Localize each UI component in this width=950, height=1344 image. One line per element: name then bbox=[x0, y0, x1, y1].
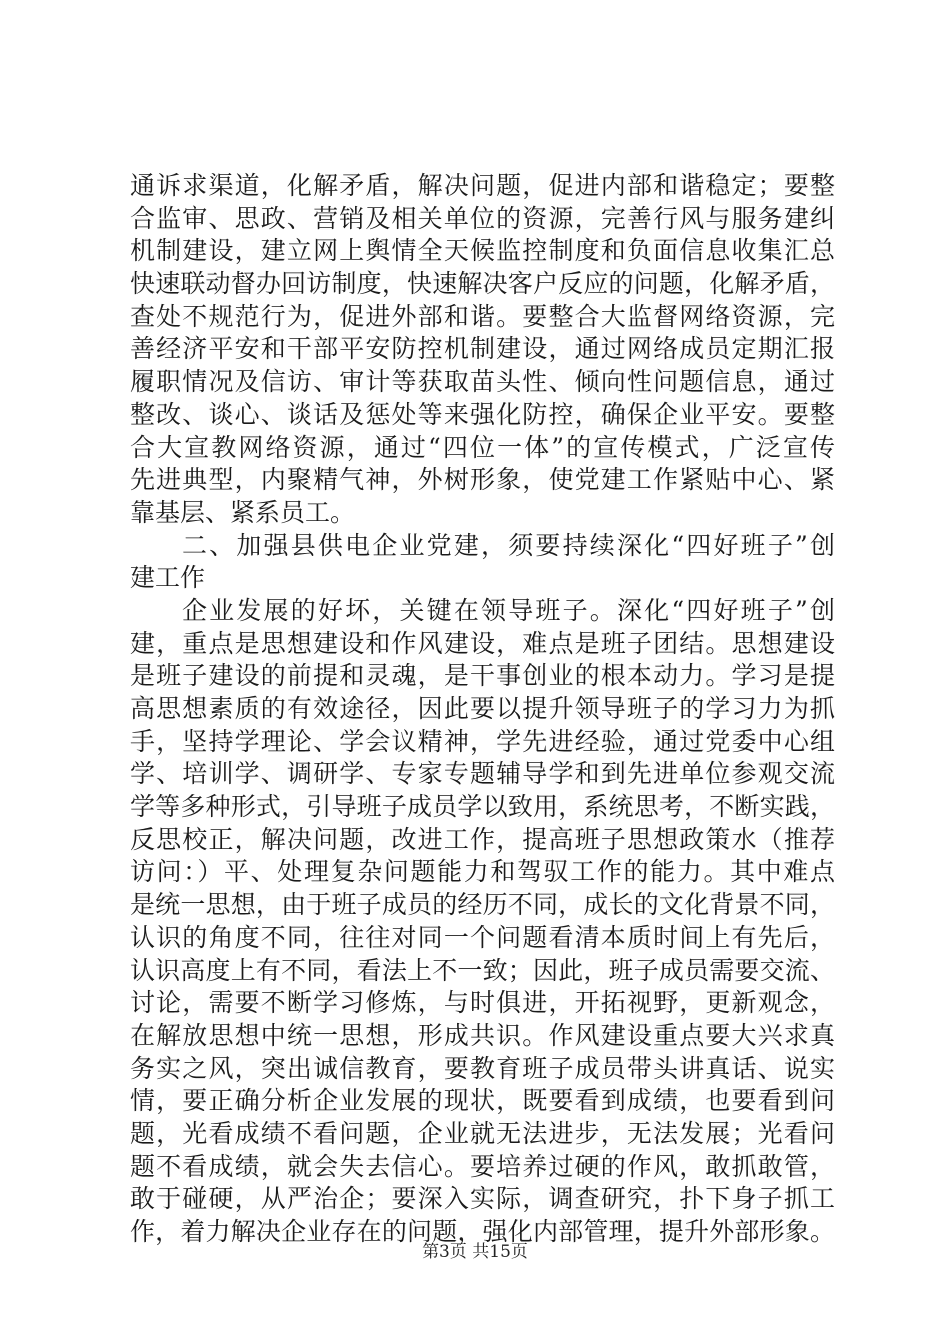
text-line: 先进典型，内聚精气神，外树形象，使党建工作紧贴中心、紧 bbox=[130, 465, 835, 495]
text-line: 建，重点是思想建设和作风建设，难点是班子团结。思想建设 bbox=[130, 628, 835, 658]
heading-line: 建工作 bbox=[130, 563, 206, 593]
text-line: 学等多种形式，引导班子成员学以致用，系统思考，不断实践， bbox=[130, 792, 835, 822]
page-number-footer: 第3页 共15页 bbox=[422, 1242, 528, 1262]
text-line: 是班子建设的前提和灵魂，是干事创业的根本动力。学习是提 bbox=[130, 661, 835, 691]
text-line: 学、培训学、调研学、专家专题辅导学和到先进单位参观交流 bbox=[130, 759, 835, 789]
text-line: 认识高度上有不同，看法上不一致；因此，班子成员需要交流、 bbox=[130, 955, 835, 985]
document-body bbox=[130, 170, 835, 1249]
text-line: 履职情况及信访、审计等获取苗头性、倾向性问题信息，通过 bbox=[130, 367, 835, 397]
text-line: 靠基层、紧系员工。 bbox=[130, 497, 356, 527]
text-line: 查处不规范行为，促进外部和谐。要整合大监督网络资源，完 bbox=[130, 301, 835, 331]
text-line: 敢于碰硬，从严治企；要深入实际，调查研究，扑下身子抓工 bbox=[130, 1184, 835, 1214]
text-line: 是统一思想，由于班子成员的经历不同，成长的文化背景不同， bbox=[130, 890, 835, 920]
text-line: 讨论，需要不断学习修炼，与时俱进，开拓视野，更新观念， bbox=[130, 988, 835, 1018]
text-line: 机制建设，建立网上舆情全天候监控制度和负面信息收集汇总 bbox=[130, 236, 835, 266]
text-line: 在解放思想中统一思想，形成共识。作风建设重点要大兴求真 bbox=[130, 1020, 835, 1050]
text-line: 访问：）平、处理复杂问题能力和驾驭工作的能力。其中难点 bbox=[130, 857, 835, 887]
paragraph-1 bbox=[130, 170, 835, 530]
text-line: 认识的角度不同，往往对同一个问题看清本质时间上有先后， bbox=[130, 922, 835, 952]
text-line: 题，光看成绩不看问题，企业就无法进步，无法发展；光看问 bbox=[130, 1118, 835, 1148]
text-line: 情，要正确分析企业发展的现状，既要看到成绩，也要看到问 bbox=[130, 1086, 835, 1116]
text-line: 善经济平安和干部平安防控机制建设，通过网络成员定期汇报 bbox=[130, 334, 835, 364]
section-heading-2 bbox=[130, 530, 835, 595]
text-line: 企业发展的好坏，关键在领导班子。深化“四好班子”创 bbox=[182, 595, 835, 625]
paragraph-3 bbox=[130, 595, 835, 1249]
text-line: 合监审、思政、营销及相关单位的资源，完善行风与服务建纠 bbox=[130, 203, 835, 233]
text-line: 整改、谈心、谈话及惩处等来强化防控，确保企业平安。要整 bbox=[130, 399, 835, 429]
text-line: 快速联动督办回访制度，快速解决客户反应的问题，化解矛盾， bbox=[130, 269, 835, 299]
text-line: 手，坚持学理论、学会议精神，学先进经验，通过党委中心组 bbox=[130, 726, 835, 756]
text-line: 合大宣教网络资源，通过“四位一体”的宣传模式，广泛宣传 bbox=[130, 432, 835, 462]
text-line: 题不看成绩，就会失去信心。要培养过硬的作风，敢抓敢管， bbox=[130, 1151, 835, 1181]
text-line: 通诉求渠道，化解矛盾，解决问题，促进内部和谐稳定；要整 bbox=[130, 171, 835, 200]
text-line: 作，着力解决企业存在的问题，强化内部管理，提升外部形象。 bbox=[130, 1217, 835, 1246]
heading-line: 二、加强县供电企业党建，须要持续深化“四好班子”创 bbox=[182, 530, 835, 560]
text-line: 务实之风，突出诚信教育，要教育班子成员带头讲真话、说实 bbox=[130, 1053, 835, 1083]
text-line: 反思校正，解决问题，改进工作，提高班子思想政策水（推荐 bbox=[130, 824, 835, 854]
text-line: 高思想素质的有效途径，因此要以提升领导班子的学习力为抓 bbox=[130, 694, 835, 723]
